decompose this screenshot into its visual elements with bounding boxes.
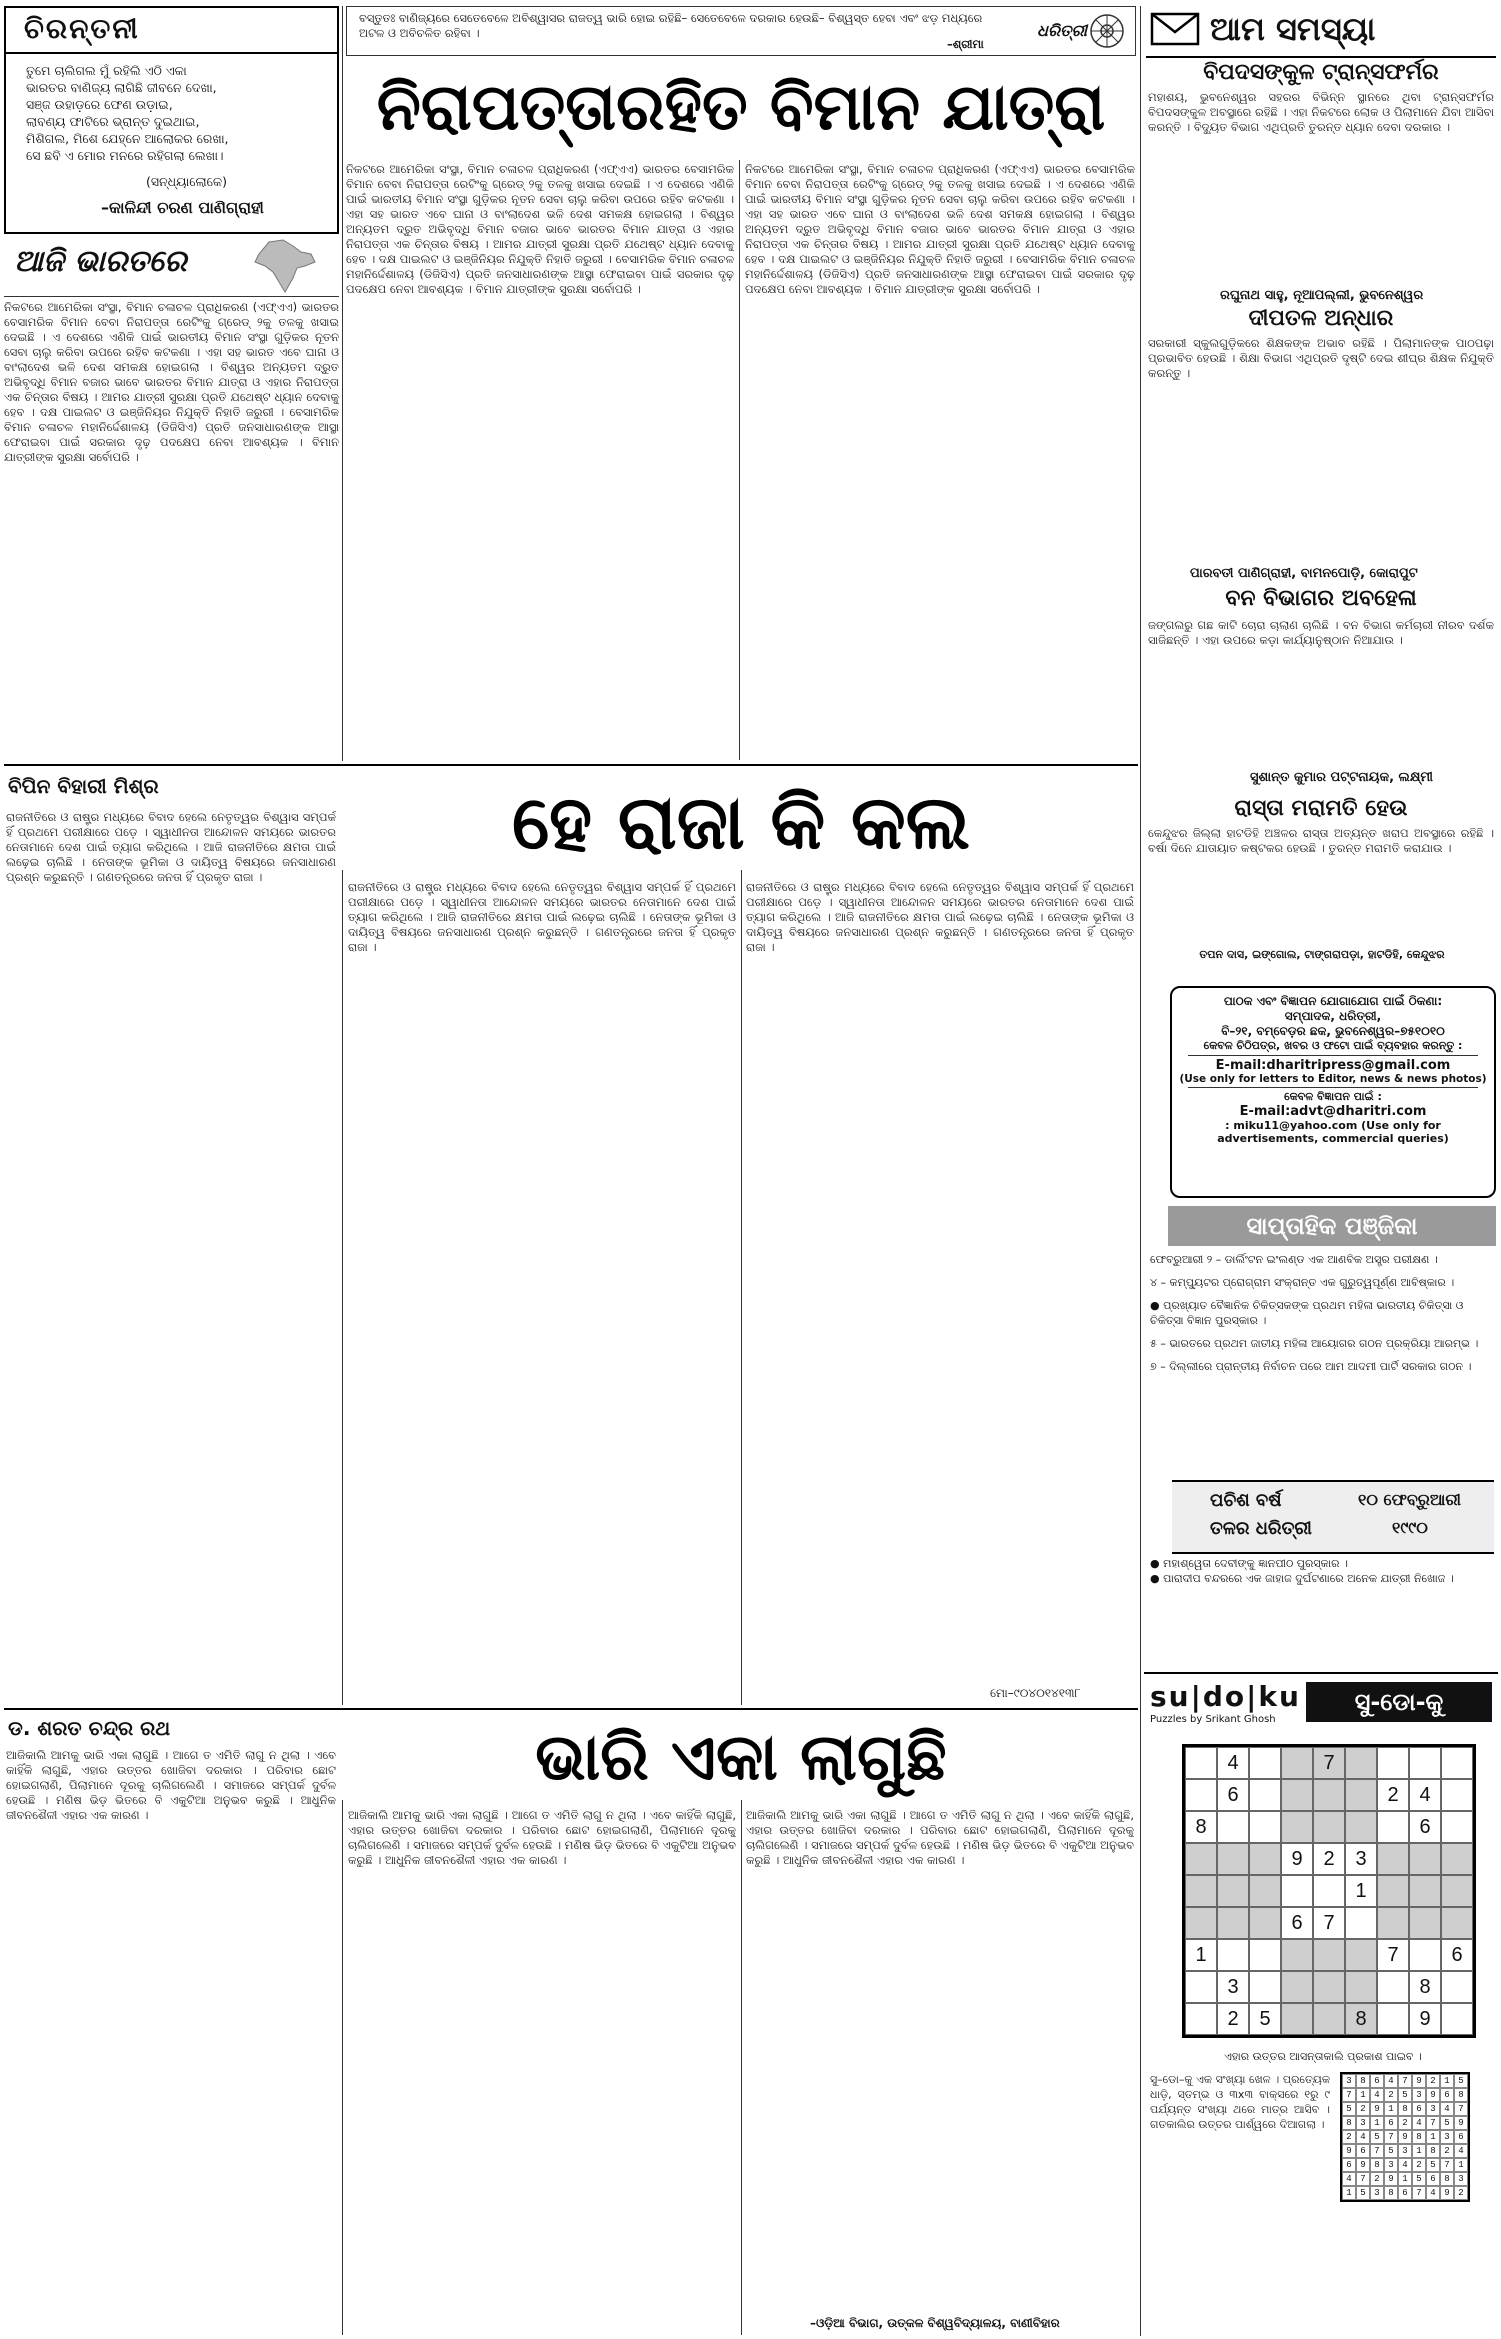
sudoku-cell [1377,1843,1409,1875]
anniversary-year: ୧୯୯୦ [1392,1518,1428,1537]
chirantani-poem [26,62,326,164]
solution-cell: 3 [1398,2144,1412,2158]
solution-cell: 4 [1412,2116,1426,2130]
letter-body: ମହାଶୟ, ଭୁବନେଶ୍ୱର ସହରର ବିଭିନ୍ନ ସ୍ଥାନରେ ଥିବା ଟ୍ରାନ୍ସଫର୍ମର ବିପଦସଙ୍କୁଳ ଅବସ୍ଥାରେ ରହିଛି । ଏହା ନିକଟରେ ଲୋକ ଓ ପିଲାମାନେ ଯିବା ଆସିବା କରନ୍ତି । ବିଦ୍ୟୁତ ବିଭାଗ ଏଥିପ୍ରତି ତୁରନ୍ତ ଧ୍ୟାନ ଦେବା ଦରକାର । [1148,90,1494,134]
sudoku-grid [1182,1744,1476,2038]
sudoku-cell [1217,1843,1249,1875]
sudoku-cell [1345,1971,1377,2003]
solution-cell: 4 [1342,2172,1356,2186]
anniversary-item: ● ମହାଶ୍ୱେତା ଦେବୀଙ୍କୁ ଜ୍ଞାନପୀଠ ପୁରସ୍କାର । [1150,1557,1348,1570]
solution-cell: 7 [1440,2158,1454,2172]
solution-cell: 9 [1370,2102,1384,2116]
solution-cell: 9 [1384,2172,1398,2186]
third-byline: ଡ. ଶରତ ଚନ୍ଦ୍ର ରଥ [8,1716,171,1740]
solution-cell: 4 [1426,2186,1440,2200]
solution-cell: 6 [1412,2102,1426,2116]
sudoku-cell [1313,1939,1345,1971]
solution-cell: 8 [1412,2130,1426,2144]
solution-cell: 3 [1454,2172,1468,2186]
third-body-col2: ଆଜିକାଲି ଆମକୁ ଭାରି ଏକା ଲାଗୁଛି । ଆଗେ ତ ଏମିତି ଲାଗୁ ନ ଥିଲା । ଏବେ କାହିଁକି ଲାଗୁଛି, ଏହାର ଉତ୍ତର ଖୋଜିବା ଦରକାର । ପରିବାର ଛୋଟ ହୋଇଗଲାଣି, ପିଲାମାନେ ଦୂରକୁ ଚାଲିଗଲେଣି । ସମାଜରେ ସମ୍ପର୍କ ଦୁର୍ବଳ ହେଉଛି । ମଣିଷ ଭିଡ଼ ଭିତରେ ବି ଏକୁଟିଆ ଅନୁଭବ କରୁଛି । ଆଧୁନିକ ଜୀବନଶୈଳୀ ଏହାର ଏକ କାରଣ । [348,1808,736,1867]
solution-cell: 1 [1356,2088,1370,2102]
solution-cell: 1 [1398,2172,1412,2186]
sudoku-cell [1377,1875,1409,1907]
contact-line: ବି–୨୧, ବମ୍ବେଡ଼ର ଛକ, ଭୁବନେଶ୍ୱର–୭୫୧୦୧୦ [1221,1024,1445,1038]
weekly-calendar-title: ସାପ୍ତାହିକ ପଞ୍ଜିକା [1168,1206,1496,1246]
sudoku-cell [1249,1907,1281,1939]
sudoku-cell [1185,1907,1217,1939]
sudoku-cell: 6 [1281,1907,1313,1939]
solution-cell: 8 [1342,2116,1356,2130]
second-byline: ବିପିନ ବିହାରୀ ମିଶ୍ର [8,774,159,798]
second-body-col2: ରାଜନୀତିରେ ଓ ରାଷ୍ଟ୍ର ମଧ୍ୟରେ ବିବାଦ ହେଲେ ନେତୃତ୍ୱର ବିଶ୍ୱାସ ସମ୍ପର୍କ ହିଁ ପ୍ରଥମେ ପରୀକ୍ଷାରେ ପଡ଼େ । ସ୍ୱାଧୀନତା ଆନ୍ଦୋଳନ ସମୟରେ ଭାରତର ନେତାମାନେ ଦେଶ ପାଇଁ ତ୍ୟାଗ କରିଥିଲେ । ଆଜି ରାଜନୀତିରେ କ୍ଷମତା ପାଇଁ ଲଢ଼େଇ ଚାଲିଛି । ନେତାଙ୍କ ଭୂମିକା ଓ ଦାୟିତ୍ୱ ବିଷୟରେ ଜନସାଧାରଣ ପ୍ରଶ୍ନ କରୁଛନ୍ତି । ଗଣତନ୍ତ୍ରରେ ଜନତା ହିଁ ପ୍ରକୃତ ରାଜା । [348,880,736,954]
lead-body-col2: ନିକଟରେ ଆମେରିକା ସଂସ୍ଥା, ବିମାନ ଚଳାଚଳ ପ୍ରାଧିକରଣ (ଏଫ୍ଏଏ) ଭାରତର ବେସାମରିକ ବିମାନ ବେବା ନିରାପତ୍ତା ରେଟିଂକୁ ଗ୍ରେଡ୍ ୨କୁ ତଳକୁ ଖସାଇ ଦେଇଛି । ଏ ଦେଶରେ ଏଣିକି ପାଇଁ ଭାରତୀୟ ବିମାନ ସଂସ୍ଥା ଗୁଡ଼ିକର ନୂତନ ସେବା ଚାଲୁ କରିବା ଉପରେ ରହିବ କଟକଣା । ଏହା ସହ ଭାରତ ଏବେ ଘାନା ଓ ବାଂଲାଦେଶ ଭଳି ଦେଶ ସମକକ୍ଷ ହୋଇଗଲା । ବିଶ୍ୱର ଅନ୍ୟତମ ଦ୍ରୁତ ଅଭିବୃଦ୍ଧି ବିମାନ ବଜାର ଭାବେ ଭାରତର ବିମାନ ଯାତ୍ରା ଓ ଏହାର ନିରାପତ୍ତା ଏକ ଚିନ୍ତାର ବିଷୟ । ଆମର ଯାତ୍ରୀ ସୁରକ୍ଷା ପ୍ରତି ଯଥେଷ୍ଟ ଧ୍ୟାନ ଦେବାକୁ ହେବ । ଦକ୍ଷ ପାଇଲଟ ଓ ଇଞ୍ଜିନିୟର ନିଯୁକ୍ତି ନିହାତି ଜରୁରୀ । ବେସାମରିକ ବିମାନ ଚଳାଚଳ ମହାନିର୍ଦ୍ଦେଶାଳୟ (ଡିଜିସିଏ) ପ୍ରତି ଜନସାଧାରଣଙ୍କ ଆସ୍ଥା ଫେରାଇବା ପାଇଁ ସରକାର ଦୃଢ଼ ପଦକ୍ଷେପ ନେବା ଆବଶ୍ୟକ । ବିମାନ ଯାତ୍ରୀଙ୍କ ସୁରକ୍ଷା ସର୍ବୋପରି । [745,162,1135,296]
sudoku-rules: ସୁ–ଡୋ–କୁ ଏକ ସଂଖ୍ୟା ଖେଳ । ପ୍ରତ୍ୟେକ ଧାଡ଼ି, ସ୍ତମ୍ଭ ଓ ୩x୩ ବାକ୍ସରେ ୧ରୁ ୯ ପର୍ଯ୍ୟନ୍ତ ସଂଖ୍ୟା ଥରେ ମାତ୍ର ଆସିବ । ଗତକାଲିର ଉତ୍ତର ପାର୍ଶ୍ୱରେ ଦିଆଗଲା । [1150,2073,1330,2131]
solution-cell: 7 [1356,2172,1370,2186]
sudoku-cell [1313,2003,1345,2035]
solution-cell: 2 [1384,2088,1398,2102]
solution-cell: 2 [1440,2144,1454,2158]
sudoku-cell [1441,1875,1473,1907]
contact-box [1170,986,1496,1198]
aama-samasya-title: ଆମ ସମସ୍ୟା [1210,10,1376,48]
poem-line: ଲାବଣ୍ୟ ଫାଟିରେ ଭ୍ରାନ୍ତ ଦୁଇଥାଇ, [26,114,200,129]
sudoku-cell [1345,1747,1377,1779]
solution-cell: 3 [1412,2088,1426,2102]
sudoku-cell [1377,1907,1409,1939]
contact-line: ପାଠକ ଏବଂ ବିଜ୍ଞାପନ ଯୋଗାଯୋଗ ପାଇଁ ଠିକଣା: [1223,994,1443,1008]
sudoku-cell: 2 [1313,1843,1345,1875]
solution-cell: 8 [1384,2186,1398,2200]
solution-cell: 9 [1440,2186,1454,2200]
sudoku-credit: Puzzles by Srikant Ghosh [1150,1714,1276,1725]
sudoku-cell: 9 [1281,1843,1313,1875]
solution-cell: 6 [1426,2172,1440,2186]
solution-cell: 5 [1356,2186,1370,2200]
sudoku-cell [1185,2003,1217,2035]
solution-cell: 7 [1370,2144,1384,2158]
solution-cell: 1 [1370,2116,1384,2130]
solution-cell: 8 [1398,2102,1412,2116]
sudoku-cell: 1 [1345,1875,1377,1907]
contact-line: ସମ୍ପାଦକ, ଧରିତ୍ରୀ, [1284,1009,1382,1023]
anniversary-date: ୧୦ ଫେବ୍ରୁଆରୀ [1358,1490,1462,1509]
sudoku-cell: 7 [1313,1907,1345,1939]
sudoku-cell: 8 [1345,2003,1377,2035]
solution-cell: 4 [1384,2074,1398,2088]
calendar-entry: ● ପ୍ରଖ୍ୟାତ ବୈଜ୍ଞାନିକ ଚିକିତ୍ସକଙ୍କ ପ୍ରଥମ ମହିଳା ଭାରତୀୟ ଚିକିତ୍ସା ଓ ଚିକିତ୍ସା ବିଜ୍ଞାନ ପୁରସ୍କାର । [1150,1299,1464,1327]
editor-email-link[interactable]: E-mail:dharitripress@gmail.com [1215,1058,1451,1073]
sudoku-cell [1377,1747,1409,1779]
india-map-icon [249,238,319,294]
poem-line: ଭାରତର ବାଣିଜ୍ୟ ଲାଗିଛି ଜୀବନେ ଦେଖା, [26,80,217,95]
letter-author: ତପନ ଦାସ, ଇଙ୍ଗୋଲ, ଟାଙ୍ଗରାପଡ଼ା, ହାଟଡିହି, କେନ୍ଦୁଝର [1199,948,1445,961]
solution-cell: 9 [1342,2144,1356,2158]
sudoku-cell [1281,1747,1313,1779]
solution-cell: 4 [1398,2158,1412,2172]
anniversary-paper: ତଳର ଧରିତ୍ରୀ [1210,1518,1312,1539]
aji-bharat-header [4,236,339,296]
anniversary-years: ପଚିଶ ବର୍ଷ [1210,1490,1282,1511]
sudoku-cell [1217,1939,1249,1971]
aji-bharat-title: ଆଜି ଭାରତରେ [14,244,187,279]
letter-author: ପାରବତୀ ପାଣିଗ୍ରାହୀ, ବାମନପୋଡ଼ି, କୋରାପୁଟ [1190,566,1418,581]
solution-cell: 5 [1398,2088,1412,2102]
contact-note: (Use only for letters to Editor, news & news photos) [1179,1073,1487,1085]
solution-cell: 6 [1398,2186,1412,2200]
poem-author: –କାଳିନ୍ଦୀ ଚରଣ ପାଣିଗ୍ରାହୀ [101,198,264,217]
sudoku-cell: 7 [1313,1747,1345,1779]
solution-cell: 4 [1370,2088,1384,2102]
sudoku-cell [1409,1843,1441,1875]
quote-box [346,6,1136,56]
solution-cell: 6 [1454,2130,1468,2144]
second-headline: ହେ ରାଜା କି କଲ [511,780,971,866]
solution-cell: 2 [1454,2186,1468,2200]
letter-author: ସୁଶାନ୍ତ କୁମାର ପଟ୍ଟନାୟକ, ଲକ୍ଷ୍ମୀ [1250,770,1433,785]
masthead-quote: ବସ୍ତୁତଃ ବାଣିଜ୍ୟରେ ସେତେବେଳେ ଅବିଶ୍ୱାସର ରାଜତ୍ୱ ଭାରି ହୋଇ ରହିଛି– ସେତେବେଳେ ଦରକାର ହେଉଛି– ବିଶ୍ୱସ୍ତ ହେବା ଏବଂ ଝଡ଼ ମଧ୍ୟରେ ଅଟଳ ଓ ଅବିଚଳିତ ରହିବା । [359,11,983,40]
sudoku-cell: 1 [1185,1939,1217,1971]
sudoku-cell [1185,1779,1217,1811]
sudoku-cell [1409,1747,1441,1779]
sudoku-cell [1409,1907,1441,1939]
sudoku-cell: 2 [1217,2003,1249,2035]
contact-line: କେବଳ ବିଜ୍ଞାପନ ପାଇଁ : [1284,1090,1382,1103]
sudoku-cell [1249,1939,1281,1971]
sudoku-cell [1313,1971,1345,2003]
solution-cell: 7 [1342,2088,1356,2102]
solution-cell: 5 [1384,2144,1398,2158]
solution-cell: 8 [1440,2172,1454,2186]
lead-body-col1: ନିକଟରେ ଆମେରିକା ସଂସ୍ଥା, ବିମାନ ଚଳାଚଳ ପ୍ରାଧିକରଣ (ଏଫ୍ଏଏ) ଭାରତର ବେସାମରିକ ବିମାନ ବେବା ନିରାପତ୍ତା ରେଟିଂକୁ ଗ୍ରେଡ୍ ୨କୁ ତଳକୁ ଖସାଇ ଦେଇଛି । ଏ ଦେଶରେ ଏଣିକି ପାଇଁ ଭାରତୀୟ ବିମାନ ସଂସ୍ଥା ଗୁଡ଼ିକର ନୂତନ ସେବା ଚାଲୁ କରିବା ଉପରେ ରହିବ କଟକଣା । ଏହା ସହ ଭାରତ ଏବେ ଘାନା ଓ ବାଂଲାଦେଶ ଭଳି ଦେଶ ସମକକ୍ଷ ହୋଇଗଲା । ବିଶ୍ୱର ଅନ୍ୟତମ ଦ୍ରୁତ ଅଭିବୃଦ୍ଧି ବିମାନ ବଜାର ଭାବେ ଭାରତର ବିମାନ ଯାତ୍ରା ଓ ଏହାର ନିରାପତ୍ତା ଏକ ଚିନ୍ତାର ବିଷୟ । ଆମର ଯାତ୍ରୀ ସୁରକ୍ଷା ପ୍ରତି ଯଥେଷ୍ଟ ଧ୍ୟାନ ଦେବାକୁ ହେବ । ଦକ୍ଷ ପାଇଲଟ ଓ ଇଞ୍ଜିନିୟର ନିଯୁକ୍ତି ନିହାତି ଜରୁରୀ । ବେସାମରିକ ବିମାନ ଚଳାଚଳ ମହାନିର୍ଦ୍ଦେଶାଳୟ (ଡିଜିସିଏ) ପ୍ରତି ଜନସାଧାରଣଙ୍କ ଆସ୍ଥା ଫେରାଇବା ପାଇଁ ସରକାର ଦୃଢ଼ ପଦକ୍ଷେପ ନେବା ଆବଶ୍ୟକ । ବିମାନ ଯାତ୍ରୀଙ୍କ ସୁରକ୍ଷା ସର୍ବୋପରି । [346,162,734,296]
solution-cell: 3 [1426,2102,1440,2116]
solution-cell: 1 [1412,2144,1426,2158]
sudoku-cell [1185,1875,1217,1907]
solution-cell: 3 [1370,2186,1384,2200]
solution-cell: 5 [1426,2158,1440,2172]
letter-body: ସରକାରୀ ସ୍କୁଲଗୁଡ଼ିକରେ ଶିକ୍ଷକଙ୍କ ଅଭାବ ରହିଛି । ପିଲାମାନଙ୍କ ପାଠପଢ଼ା ପ୍ରଭାବିତ ହେଉଛି । ଶିକ୍ଷା ବିଭାଗ ଏଥିପ୍ରତି ଦୃଷ୍ଟି ଦେଇ ଶୀଘ୍ର ଶିକ୍ଷକ ନିଯୁକ୍ତି କରନ୍ତୁ । [1148,336,1494,380]
sudoku-solution-grid [1340,2072,1470,2202]
sudoku-cell [1217,1875,1249,1907]
second-contact: ମୋ–୯୦୪୦୧୪୧୩୮ [990,1686,1081,1700]
sudoku-cell: 8 [1409,1971,1441,2003]
poem-source: (ସନ୍ଧ୍ୟାଲୋକେ) [146,174,228,189]
solution-cell: 1 [1426,2130,1440,2144]
solution-cell: 9 [1426,2088,1440,2102]
solution-cell: 3 [1342,2074,1356,2088]
sudoku-cell [1313,1875,1345,1907]
solution-cell: 5 [1342,2102,1356,2116]
calendar-entry: ୪ – କମ୍ପ୍ୟୁଟର ପ୍ରୋଗ୍ରାମ ସଂକ୍ରାନ୍ତ ଏକ ଗୁରୁତ୍ୱପୂର୍ଣ୍ଣ ଆବିଷ୍କାର । [1150,1276,1455,1289]
third-headline: ଭାରି ଏକା ଲାଗୁଛି [535,1720,947,1795]
sudoku-cell [1377,1971,1409,2003]
aama-samasya-header [1146,6,1496,58]
letter-author: ରଘୁନାଥ ସାହୁ, ନୂଆପଲ୍ଲୀ, ଭୁବନେଶ୍ୱର [1220,288,1424,303]
second-body-col1: ରାଜନୀତିରେ ଓ ରାଷ୍ଟ୍ର ମଧ୍ୟରେ ବିବାଦ ହେଲେ ନେତୃତ୍ୱର ବିଶ୍ୱାସ ସମ୍ପର୍କ ହିଁ ପ୍ରଥମେ ପରୀକ୍ଷାରେ ପଡ଼େ । ସ୍ୱାଧୀନତା ଆନ୍ଦୋଳନ ସମୟରେ ଭାରତର ନେତାମାନେ ଦେଶ ପାଇଁ ତ୍ୟାଗ କରିଥିଲେ । ଆଜି ରାଜନୀତିରେ କ୍ଷମତା ପାଇଁ ଲଢ଼େଇ ଚାଲିଛି । ନେତାଙ୍କ ଭୂମିକା ଓ ଦାୟିତ୍ୱ ବିଷୟରେ ଜନସାଧାରଣ ପ୍ରଶ୍ନ କରୁଛନ୍ତି । ଗଣତନ୍ତ୍ରରେ ଜନତା ହିଁ ପ୍ରକୃତ ରାଜା । [6,810,336,884]
sudoku-cell [1281,1875,1313,1907]
sudoku-cell: 6 [1441,1939,1473,1971]
solution-cell: 1 [1342,2186,1356,2200]
solution-cell: 9 [1356,2158,1370,2172]
third-affiliation: –ଓଡ଼ିଆ ବିଭାଗ, ଉତ୍କଳ ବିଶ୍ୱବିଦ୍ୟାଳୟ, ବାଣୀବିହାର [810,2316,1060,2330]
solution-cell: 4 [1356,2130,1370,2144]
sudoku-title-or: ସୁ-ଡୋ-କୁ [1306,1682,1492,1722]
poem-line: ସେ ଛବି ଏ ମୋର ମନରେ ରହିଗଲା ଲେଖା। [26,148,224,163]
solution-cell: 1 [1384,2102,1398,2116]
advt-email-link[interactable]: E-mail:advt@dharitri.com [1239,1104,1427,1119]
lotus-icon [1089,13,1125,49]
sudoku-cell [1249,1843,1281,1875]
anniversary-item: ● ପାରାଦୀପ ବନ୍ଦରରେ ଏକ ଜାହାଜ ଦୁର୍ଘଟଣାରେ ଅନେକ ଯାତ୍ରୀ ନିଖୋଜ । [1150,1572,1454,1585]
sudoku-cell: 4 [1409,1779,1441,1811]
sudoku-cell: 5 [1249,2003,1281,2035]
sudoku-cell: 6 [1409,1811,1441,1843]
envelope-icon [1150,12,1200,46]
sudoku-cell [1249,1779,1281,1811]
letter-heading: ରାସ୍ତା ମରାମତି ହେଉ [1234,796,1408,821]
poem-line: ସଞ୍ଜ ଉହାଡ଼ରେ ଫେଣ ଉଡ଼ାଇ, [26,97,173,112]
sudoku-cell [1441,1747,1473,1779]
solution-cell: 8 [1454,2088,1468,2102]
advt-email-alt[interactable]: : miku11@yahoo.com (Use only for advertisements, commercial queries) [1217,1119,1449,1145]
sudoku-cell [1441,2003,1473,2035]
sudoku-cell: 2 [1377,1779,1409,1811]
sudoku-cell [1217,1907,1249,1939]
solution-cell: 9 [1398,2130,1412,2144]
solution-cell: 2 [1398,2116,1412,2130]
solution-cell: 3 [1384,2158,1398,2172]
solution-cell: 2 [1342,2130,1356,2144]
sudoku-cell [1249,1875,1281,1907]
solution-cell: 2 [1412,2158,1426,2172]
calendar-entry: ୫ – ଭାରତରେ ପ୍ରଥମ ଜାତୀୟ ମହିଳା ଆୟୋଗର ଗଠନ ପ୍ରକ୍ରିୟା ଆରମ୍ଭ । [1150,1337,1479,1350]
third-body-col1: ଆଜିକାଲି ଆମକୁ ଭାରି ଏକା ଲାଗୁଛି । ଆଗେ ତ ଏମିତି ଲାଗୁ ନ ଥିଲା । ଏବେ କାହିଁକି ଲାଗୁଛି, ଏହାର ଉତ୍ତର ଖୋଜିବା ଦରକାର । ପରିବାର ଛୋଟ ହୋଇଗଲାଣି, ପିଲାମାନେ ଦୂରକୁ ଚାଲିଗଲେଣି । ସମାଜରେ ସମ୍ପର୍କ ଦୁର୍ବଳ ହେଉଛି । ମଣିଷ ଭିଡ଼ ଭିତରେ ବି ଏକୁଟିଆ ଅନୁଭବ କରୁଛି । ଆଧୁନିକ ଜୀବନଶୈଳୀ ଏହାର ଏକ କାରଣ । [6,1748,336,1822]
poem-line: ମିଶିଗଲ, ମିଶେ ଯେହ୍ନେ ଆଲୋକର ରେଖା, [26,131,229,146]
solution-cell: 8 [1356,2074,1370,2088]
sudoku-cell [1281,1811,1313,1843]
solution-cell: 9 [1412,2074,1426,2088]
sudoku-cell [1281,1971,1313,2003]
solution-cell: 8 [1370,2158,1384,2172]
solution-cell: 5 [1454,2074,1468,2088]
sudoku-cell: 9 [1409,2003,1441,2035]
solution-cell: 7 [1454,2102,1468,2116]
solution-cell: 6 [1440,2088,1454,2102]
sudoku-cell: 8 [1185,1811,1217,1843]
lead-headline: ନିରାପତ୍ତାରହିତ ବିମାନ ଯାତ୍ରା [376,70,1106,145]
solution-cell: 6 [1356,2144,1370,2158]
solution-cell: 7 [1398,2074,1412,2088]
sudoku-cell [1185,1747,1217,1779]
solution-cell: 5 [1440,2116,1454,2130]
weekly-calendar-list [1150,1252,1494,1374]
sudoku-title-en: su|do|ku [1150,1680,1301,1713]
sudoku-cell [1345,1907,1377,1939]
sudoku-cell [1281,1939,1313,1971]
solution-cell: 7 [1426,2116,1440,2130]
letter-heading: ବନ ବିଭାଗର ଅବହେଳା [1225,586,1417,611]
contact-line: କେବଳ ଚିଠିପତ୍ର, ଖବର ଓ ଫଟୋ ପାଇଁ ବ୍ୟବହାର କରନ୍ତୁ : [1203,1039,1463,1052]
solution-cell: 6 [1370,2074,1384,2088]
solution-cell: 2 [1426,2074,1440,2088]
letter-body: କେନ୍ଦୁଝର ଜିଲ୍ଲା ହାଟଡିହି ଅଞ୍ଚଳର ରାସ୍ତା ଅତ୍ୟନ୍ତ ଖରାପ ଅବସ୍ଥାରେ ରହିଛି । ବର୍ଷା ଦିନେ ଯାତାୟାତ କଷ୍ଟକର ହେଉଛି । ତୁରନ୍ତ ମରାମତି କରାଯାଉ । [1148,826,1494,855]
sudoku-cell: 3 [1217,1971,1249,2003]
solution-cell: 6 [1342,2158,1356,2172]
sudoku-cell [1185,1843,1217,1875]
aji-bharat-body: ନିକଟରେ ଆମେରିକା ସଂସ୍ଥା, ବିମାନ ଚଳାଚଳ ପ୍ରାଧିକରଣ (ଏଫ୍ଏଏ) ଭାରତର ବେସାମରିକ ବିମାନ ବେବା ନିରାପତ୍ତା ରେଟିଂକୁ ଗ୍ରେଡ୍ ୨କୁ ତଳକୁ ଖସାଇ ଦେଇଛି । ଏ ଦେଶରେ ଏଣିକି ପାଇଁ ଭାରତୀୟ ବିମାନ ସଂସ୍ଥା ଗୁଡ଼ିକର ନୂତନ ସେବା ଚାଲୁ କରିବା ଉପରେ ରହିବ କଟକଣା । ଏହା ସହ ଭାରତ ଏବେ ଘାନା ଓ ବାଂଲାଦେଶ ଭଳି ଦେଶ ସମକକ୍ଷ ହୋଇଗଲା । ବିଶ୍ୱର ଅନ୍ୟତମ ଦ୍ରୁତ ଅଭିବୃଦ୍ଧି ବିମାନ ବଜାର ଭାବେ ଭାରତର ବିମାନ ଯାତ୍ରା ଓ ଏହାର ନିରାପତ୍ତା ଏକ ଚିନ୍ତାର ବିଷୟ । ଆମର ଯାତ୍ରୀ ସୁରକ୍ଷା ପ୍ରତି ଯଥେଷ୍ଟ ଧ୍ୟାନ ଦେବାକୁ ହେବ । ଦକ୍ଷ ପାଇଲଟ ଓ ଇଞ୍ଜିନିୟର ନିଯୁକ୍ତି ନିହାତି ଜରୁରୀ । ବେସାମରିକ ବିମାନ ଚଳାଚଳ ମହାନିର୍ଦ୍ଦେଶାଳୟ (ଡିଜିସିଏ) ପ୍ରତି ଜନସାଧାରଣଙ୍କ ଆସ୍ଥା ଫେରାଇବା ପାଇଁ ସରକାର ଦୃଢ଼ ପଦକ୍ଷେପ ନେବା ଆବଶ୍ୟକ । ବିମାନ ଯାତ୍ରୀଙ୍କ ସୁରକ୍ଷା ସର୍ବୋପରି । [4,300,339,464]
calendar-entry: ଫେବ୍ରୁଆରୀ ୨ – ଡାର୍ଲିଂଟନ ଇଂଲଣ୍ଡ ଏକ ଆଣବିକ ଅସ୍ତ୍ର ପରୀକ୍ଷଣ । [1150,1253,1438,1266]
solution-cell: 9 [1454,2116,1468,2130]
anniversary-box [1172,1480,1494,1554]
solution-cell: 7 [1384,2130,1398,2144]
chirantani-box [4,6,339,234]
sudoku-cell [1441,1811,1473,1843]
solution-cell: 1 [1440,2074,1454,2088]
sudoku-cell: 7 [1377,1939,1409,1971]
second-body-col3: ରାଜନୀତିରେ ଓ ରାଷ୍ଟ୍ର ମଧ୍ୟରେ ବିବାଦ ହେଲେ ନେତୃତ୍ୱର ବିଶ୍ୱାସ ସମ୍ପର୍କ ହିଁ ପ୍ରଥମେ ପରୀକ୍ଷାରେ ପଡ଼େ । ସ୍ୱାଧୀନତା ଆନ୍ଦୋଳନ ସମୟରେ ଭାରତର ନେତାମାନେ ଦେଶ ପାଇଁ ତ୍ୟାଗ କରିଥିଲେ । ଆଜି ରାଜନୀତିରେ କ୍ଷମତା ପାଇଁ ଲଢ଼େଇ ଚାଲିଛି । ନେତାଙ୍କ ଭୂମିକା ଓ ଦାୟିତ୍ୱ ବିଷୟରେ ଜନସାଧାରଣ ପ୍ରଶ୍ନ କରୁଛନ୍ତି । ଗଣତନ୍ତ୍ରରେ ଜନତା ହିଁ ପ୍ରକୃତ ରାଜା । [746,880,1134,954]
sudoku-cell [1441,1971,1473,2003]
sudoku-cell [1441,1779,1473,1811]
solution-cell: 7 [1412,2186,1426,2200]
sudoku-cell [1313,1811,1345,1843]
solution-cell: 3 [1440,2130,1454,2144]
sudoku-cell: 3 [1345,1843,1377,1875]
sudoku-cell [1409,1875,1441,1907]
solution-cell: 2 [1356,2102,1370,2116]
sudoku-cell: 4 [1217,1747,1249,1779]
sudoku-header [1150,1680,1496,1732]
anniversary-items [1150,1556,1494,1586]
sudoku-cell [1345,1939,1377,1971]
sudoku-cell [1441,1843,1473,1875]
sudoku-cell [1345,1811,1377,1843]
sudoku-cell [1249,1971,1281,2003]
sudoku-cell [1281,2003,1313,2035]
letter-heading: ବିପଦସଙ୍କୁଳ ଟ୍ରାନ୍ସଫର୍ମର [1203,60,1439,85]
sudoku-cell [1217,1811,1249,1843]
sudoku-cell [1185,1971,1217,2003]
sudoku-cell [1281,1779,1313,1811]
sudoku-cell [1249,1811,1281,1843]
sudoku-cell [1377,1811,1409,1843]
sudoku-note: ଏହାର ଉତ୍ତର ଆସନ୍ତାକାଲି ପ୍ରକାଶ ପାଇବ । [1224,2050,1422,2063]
solution-cell: 2 [1370,2172,1384,2186]
solution-cell: 6 [1384,2116,1398,2130]
chirantani-title: ଚିରନ୍ତନୀ [24,12,140,45]
letter-body: ଜଙ୍ଗଲରୁ ଗଛ କାଟି ଚୋରା ଚାଲାଣ ଚାଲିଛି । ବନ ବିଭାଗ କର୍ମଚାରୀ ନୀରବ ଦର୍ଶକ ସାଜିଛନ୍ତି । ଏହା ଉପରେ କଡ଼ା କାର୍ଯ୍ୟାନୁଷ୍ଠାନ ନିଆଯାଉ । [1148,618,1494,647]
solution-cell: 8 [1426,2144,1440,2158]
poem-line: ତୁମେ ଚାଲିଗଲ ମୁଁ ରହିଲି ଏଠି ଏକା [26,63,187,78]
sudoku-cell [1377,2003,1409,2035]
quote-author: –ଶ୍ରୀମା [947,37,984,51]
sudoku-cell: 6 [1217,1779,1249,1811]
third-body-col3: ଆଜିକାଲି ଆମକୁ ଭାରି ଏକା ଲାଗୁଛି । ଆଗେ ତ ଏମିତି ଲାଗୁ ନ ଥିଲା । ଏବେ କାହିଁକି ଲାଗୁଛି, ଏହାର ଉତ୍ତର ଖୋଜିବା ଦରକାର । ପରିବାର ଛୋଟ ହୋଇଗଲାଣି, ପିଲାମାନେ ଦୂରକୁ ଚାଲିଗଲେଣି । ସମାଜରେ ସମ୍ପର୍କ ଦୁର୍ବଳ ହେଉଛି । ମଣିଷ ଭିଡ଼ ଭିତରେ ବି ଏକୁଟିଆ ଅନୁଭବ କରୁଛି । ଆଧୁନିକ ଜୀବନଶୈଳୀ ଏହାର ଏକ କାରଣ । [746,1808,1134,1867]
solution-cell: 5 [1370,2130,1384,2144]
sudoku-cell [1441,1907,1473,1939]
solution-cell: 5 [1412,2172,1426,2186]
solution-cell: 4 [1440,2102,1454,2116]
sudoku-cell [1249,1747,1281,1779]
solution-cell: 3 [1356,2116,1370,2130]
sudoku-cell [1345,1779,1377,1811]
solution-cell: 4 [1454,2144,1468,2158]
letter-heading: ଦୀପତଳ ଅନ୍ଧାର [1248,306,1394,331]
paper-logo: ଧରିତ୍ରୀ [1037,21,1087,40]
solution-cell: 1 [1454,2158,1468,2172]
sudoku-cell [1313,1779,1345,1811]
sudoku-cell [1409,1939,1441,1971]
calendar-entry: ୭ – ଦିଲ୍ଲୀରେ ପ୍ରାନ୍ତୀୟ ନିର୍ବାଚନ ପରେ ଆମ ଆଦମୀ ପାର୍ଟି ସରକାର ଗଠନ । [1150,1360,1472,1373]
